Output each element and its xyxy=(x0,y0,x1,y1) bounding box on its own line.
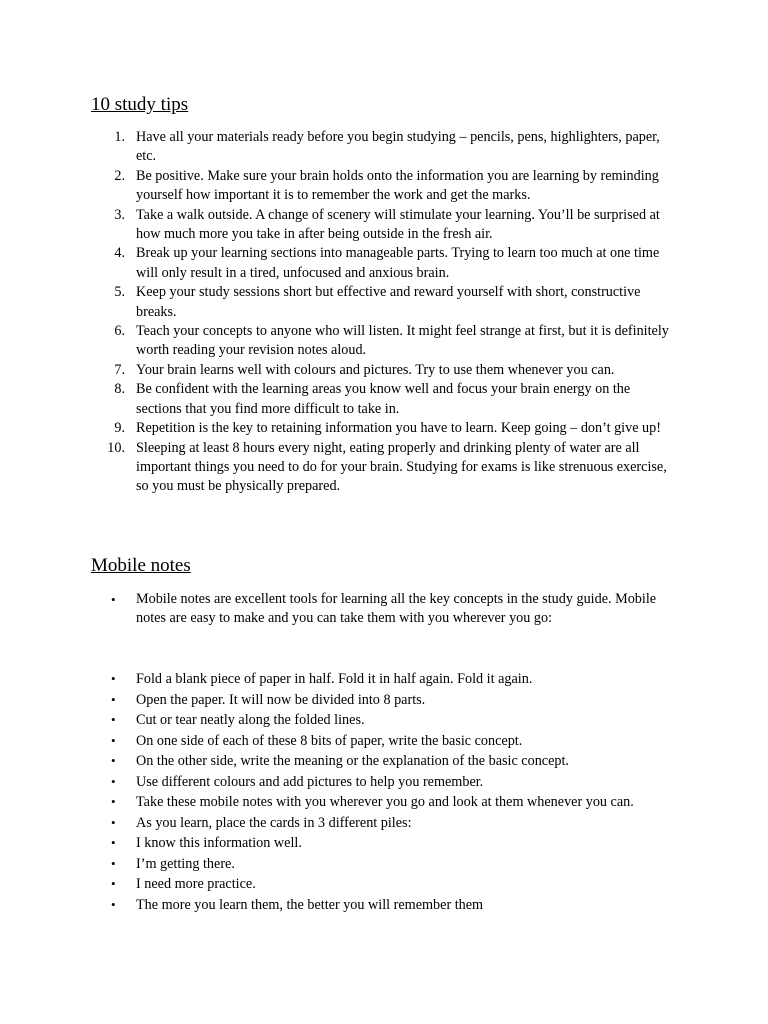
bullet-icon: • xyxy=(111,773,116,789)
bullet-icon: • xyxy=(111,753,116,768)
bullet-icon: • xyxy=(111,592,116,607)
tip-item xyxy=(0,244,676,283)
step-text: Fold a blank piece of paper in half. Fold it in half again. Fold it again. xyxy=(136,671,533,687)
list-item xyxy=(0,895,676,916)
list-item xyxy=(0,792,676,813)
bullet-icon: • xyxy=(111,712,116,727)
tip-number: 9. xyxy=(114,420,125,437)
step-text: On one side of each of these 8 bits of paper, write the basic concept. xyxy=(136,732,523,749)
mobile-notes-heading: Mobile notes xyxy=(91,555,191,576)
list-item xyxy=(0,590,676,629)
tip-text: Repetition is the key to retaining information you have to learn. Keep going – don’t give up! xyxy=(136,420,661,437)
bullet-icon: • xyxy=(111,814,116,830)
tip-text: Be confident with the learning areas you know well and focus your brain energy on the sections that you find more difficult to take in. xyxy=(136,381,631,417)
bullet-icon: • xyxy=(111,835,116,850)
bullet-icon: • xyxy=(111,855,116,871)
tip-item xyxy=(0,380,676,419)
list-item xyxy=(0,813,676,834)
list-item xyxy=(0,710,676,731)
step-text: The more you learn them, the better you will remember them xyxy=(136,896,484,913)
tip-item xyxy=(0,419,676,438)
step-text: On the other side, write the meaning or the explanation of the basic concept. xyxy=(136,753,569,769)
tip-number: 4. xyxy=(114,245,125,262)
tip-number: 10. xyxy=(107,439,125,456)
tip-number: 8. xyxy=(114,381,125,398)
tip-item xyxy=(0,322,676,361)
step-text: As you learn, place the cards in 3 different piles: xyxy=(136,814,412,831)
tip-text: Keep your study sessions short but effective and reward yourself with short, constructive breaks. xyxy=(136,284,641,320)
list-item xyxy=(0,731,676,752)
tip-text: Sleeping at least 8 hours every night, eating properly and drinking plenty of water are all important things you need to do for your brain. Studying for exams is like strenuous exercise, so you must be physically prepared. xyxy=(136,439,667,495)
tip-item xyxy=(0,361,676,380)
step-text: Open the paper. It will now be divided into 8 parts. xyxy=(136,691,426,708)
tip-text: Take a walk outside. A change of scenery will stimulate your learning. You’ll be surprised at how much more you take in after being outside in the fresh air. xyxy=(136,206,660,243)
tip-item xyxy=(0,283,676,322)
list-item xyxy=(0,751,676,772)
step-text: I need more practice. xyxy=(136,876,256,892)
list-item xyxy=(0,874,676,895)
tips-heading: 10 study tips xyxy=(91,94,189,115)
bullet-icon: • xyxy=(111,691,116,707)
list-item xyxy=(0,690,676,711)
bullet-icon: • xyxy=(111,876,116,891)
tip-item xyxy=(0,128,676,167)
list-item xyxy=(0,772,676,793)
tip-text: Your brain learns well with colours and pictures. Try to use them whenever you can. xyxy=(136,361,615,378)
bullet-icon: • xyxy=(111,794,116,809)
list-item xyxy=(0,833,676,854)
mobile-steps-list xyxy=(0,669,676,915)
list-item xyxy=(0,669,676,690)
mobile-intro-text: Mobile notes are excellent tools for learning all the key concepts in the study guide. Mobile notes are easy to make and you can take them with you wherever you go: xyxy=(136,591,657,627)
bullet-icon: • xyxy=(111,896,116,912)
tip-text: Break up your learning sections into manageable parts. Trying to learn too much at one time will only result in a tired, unfocused and anxious brain. xyxy=(136,245,660,281)
tip-number: 2. xyxy=(114,167,125,184)
tip-number: 6. xyxy=(114,323,125,340)
tip-text: Have all your materials ready before you begin studying – pencils, pens, highlighters, paper, etc. xyxy=(136,129,660,165)
tip-number: 7. xyxy=(114,361,125,378)
bullet-icon: • xyxy=(111,671,116,686)
step-text: Take these mobile notes with you wherever you go and look at them whenever you can. xyxy=(136,794,634,810)
tip-text: Teach your concepts to anyone who will listen. It might feel strange at first, but it is definitely worth reading your revision notes aloud. xyxy=(136,323,669,359)
step-text: Use different colours and add pictures to help you remember. xyxy=(136,773,484,790)
tip-number: 3. xyxy=(114,206,125,223)
tip-number: 1. xyxy=(114,129,125,145)
tips-list xyxy=(0,128,676,497)
step-text: I’m getting there. xyxy=(136,855,235,872)
bullet-icon: • xyxy=(111,732,116,748)
tip-item xyxy=(0,206,676,245)
mobile-intro-list xyxy=(0,590,676,629)
tip-text: Be positive. Make sure your brain holds onto the information you are learning by reminding yourself how important it is to remember the work and get the marks. xyxy=(136,167,659,204)
tip-item xyxy=(0,167,676,206)
step-text: Cut or tear neatly along the folded lines. xyxy=(136,712,365,728)
list-item xyxy=(0,854,676,875)
step-text: I know this information well. xyxy=(136,835,302,851)
tip-number: 5. xyxy=(114,284,125,301)
tip-item xyxy=(0,439,676,497)
